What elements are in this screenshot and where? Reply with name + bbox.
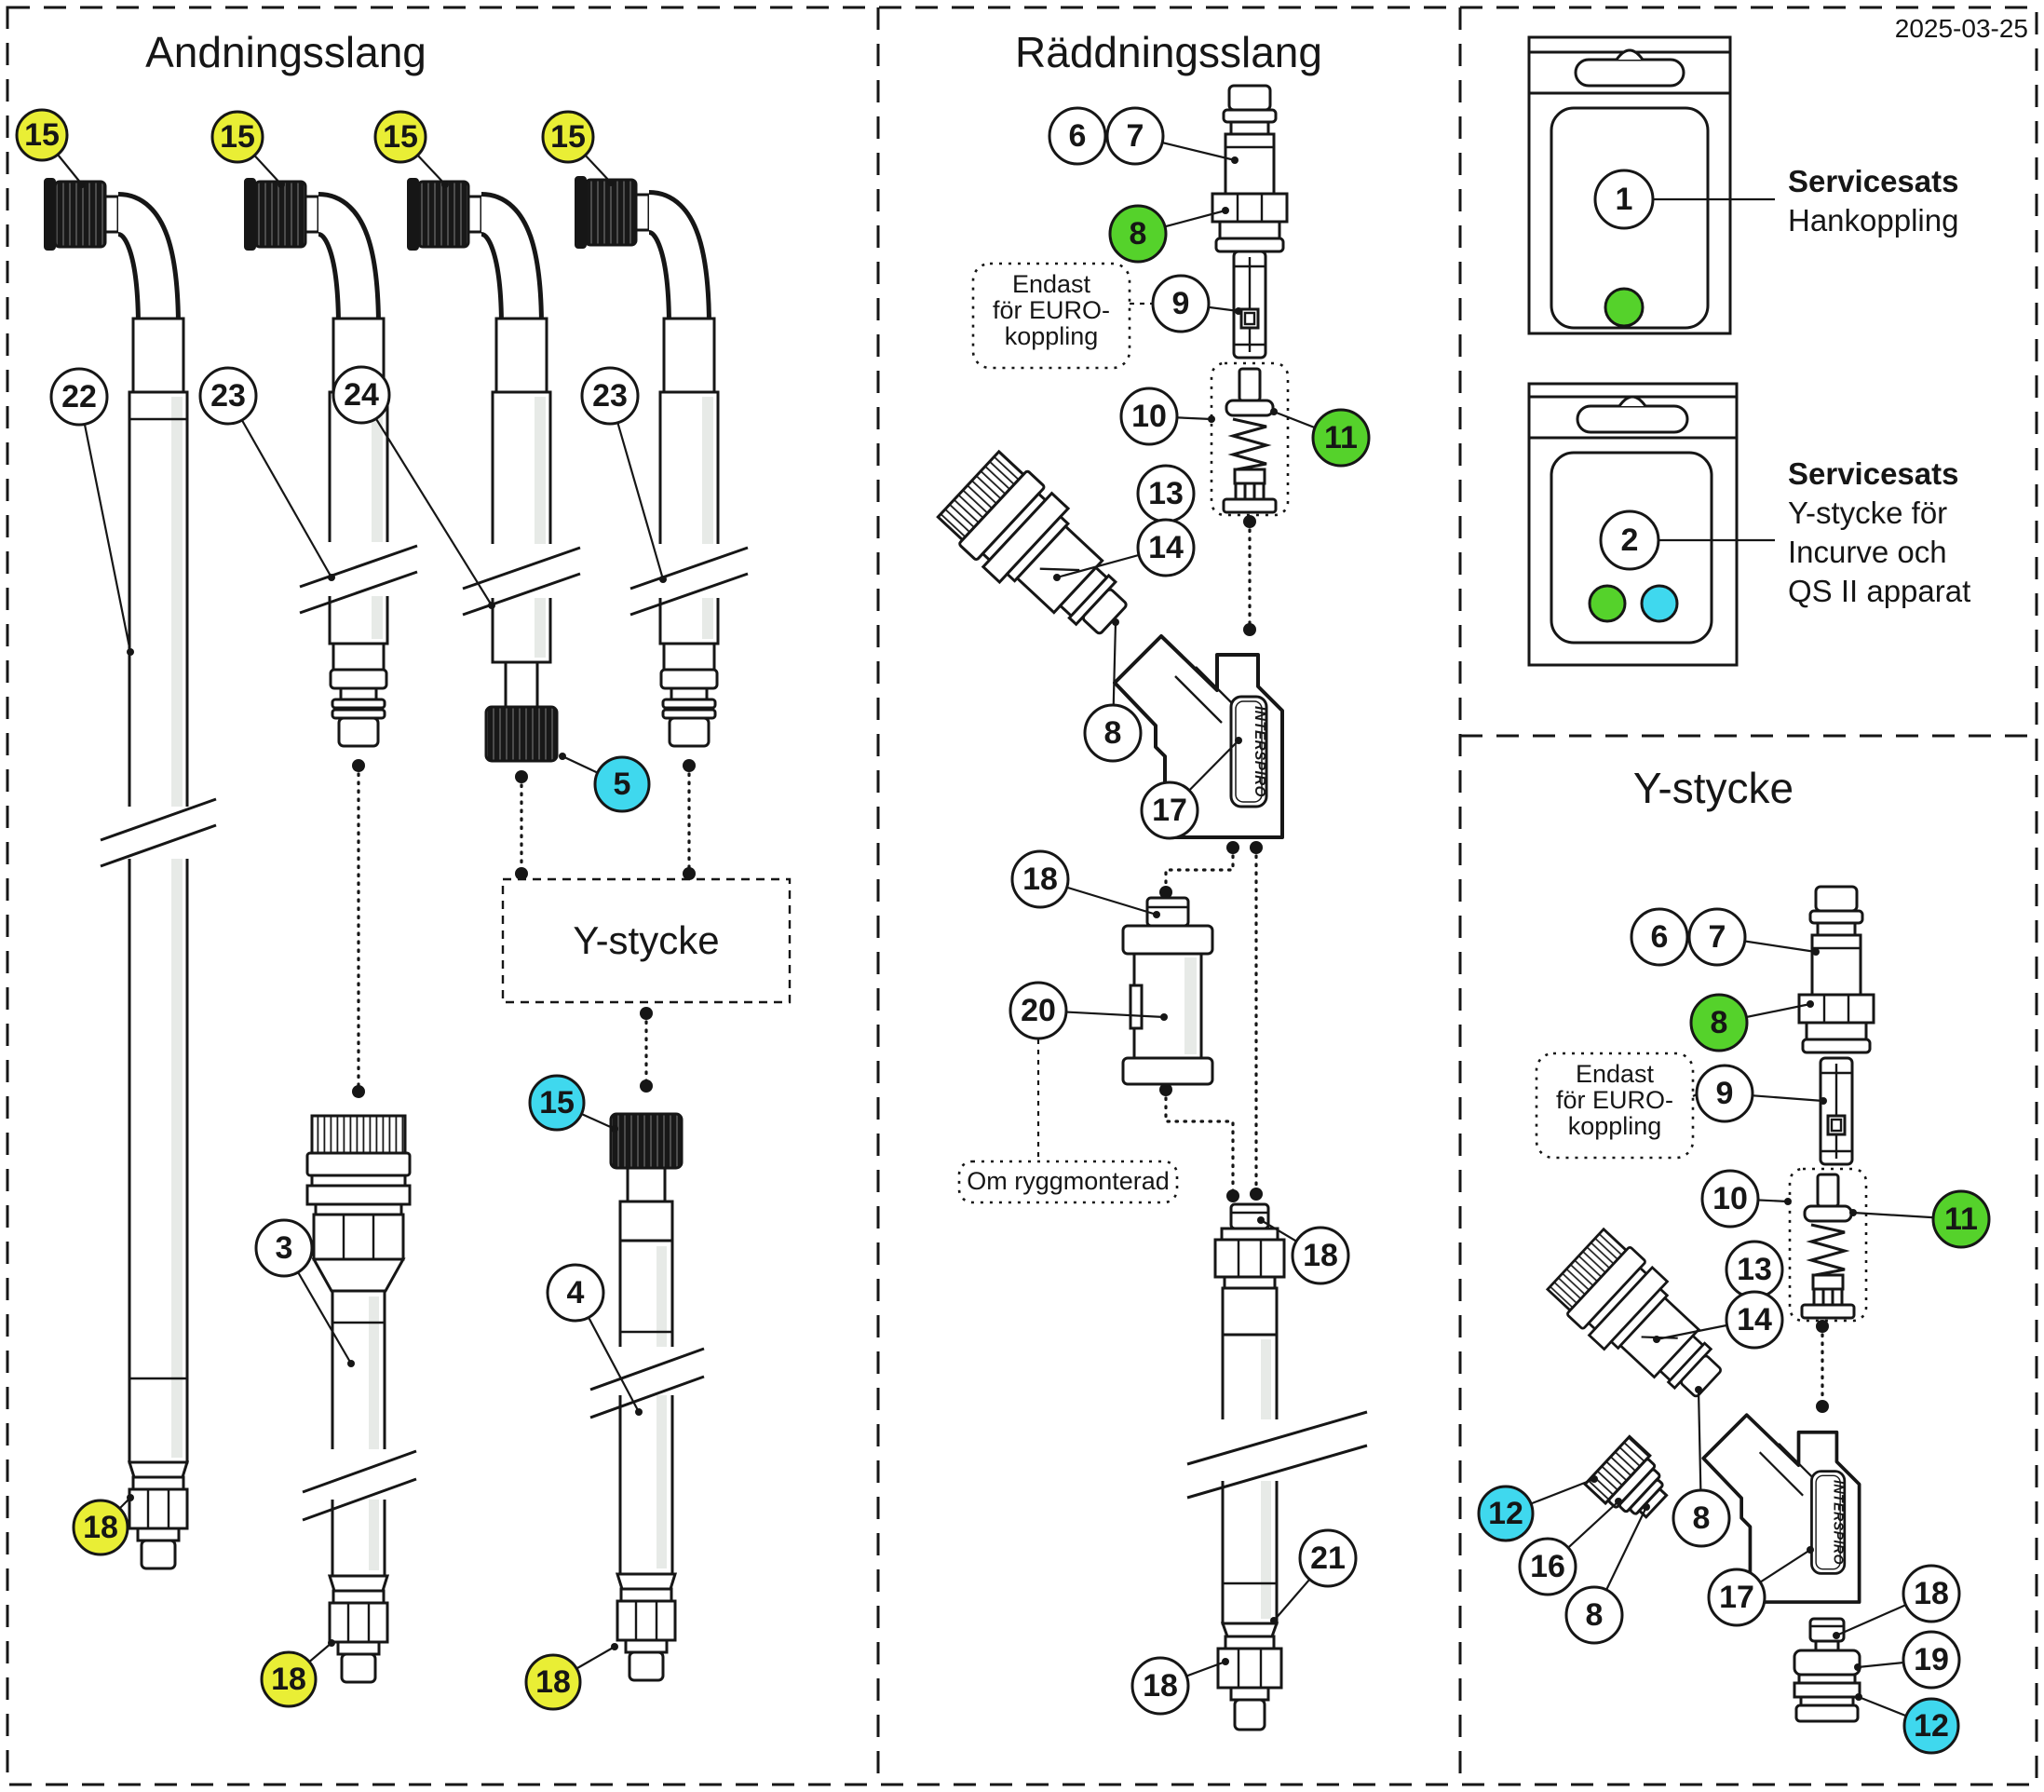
callout-number: 17	[1719, 1580, 1754, 1615]
nut-washers-12-16	[1585, 1436, 1678, 1529]
panel-y-piece	[1536, 764, 1874, 1721]
kit2-line3: QS II apparat	[1788, 574, 1971, 608]
kit2-title: Servicesats	[1788, 456, 1959, 491]
adapter-item-20	[1123, 898, 1212, 1084]
note-euro-line1: Endast	[1575, 1060, 1655, 1088]
coupling-item-3	[303, 1116, 416, 1682]
callout-number: 5	[613, 767, 631, 802]
callout-22	[51, 369, 134, 656]
callout-9	[1697, 1066, 1827, 1121]
callout-number: 23	[210, 378, 246, 414]
callout-number: 15	[550, 119, 586, 155]
note-back-mounted: Om ryggmonterad	[967, 1167, 1170, 1195]
kit1-line1: Hankoppling	[1788, 203, 1959, 238]
callout-number: 10	[1131, 399, 1167, 434]
callout-number: 15	[383, 119, 418, 155]
callout-number: 8	[1129, 216, 1147, 251]
callout-16	[1520, 1498, 1622, 1595]
callout-number: 8	[1585, 1597, 1604, 1633]
callout-13	[1726, 1242, 1782, 1297]
callout-23	[582, 368, 667, 583]
callout-18	[1132, 1658, 1229, 1714]
callout-number: 23	[592, 378, 628, 414]
hose-item-4	[590, 1114, 704, 1680]
callout-13	[1138, 466, 1194, 522]
callout-8	[1566, 1503, 1650, 1643]
callout-18	[262, 1639, 335, 1706]
dotted-connector	[1159, 841, 1239, 899]
panel-breathing-hose	[45, 28, 790, 1682]
callout-number: 7	[1708, 919, 1726, 955]
dotted-connector	[1250, 841, 1263, 1201]
service-kit-2-package	[1529, 384, 1970, 665]
callout-15	[530, 1076, 618, 1133]
callout-number: 18	[1022, 862, 1058, 897]
callout-23	[200, 368, 335, 581]
callout-number: 15	[539, 1085, 575, 1120]
panel-rescue-hose	[934, 28, 1367, 1730]
elbow-hose-23a	[245, 179, 417, 746]
callout-number: 18	[1143, 1668, 1178, 1704]
euro-sleeve-9	[1234, 251, 1266, 358]
panel-title-raddningsslang: Räddningsslang	[1015, 28, 1322, 76]
callout-8	[1110, 206, 1229, 262]
callout-15	[543, 112, 615, 186]
callout-number: 7	[1126, 118, 1144, 154]
coupling-12-18-19	[1794, 1619, 1860, 1721]
dotted-connector	[1243, 515, 1256, 636]
callout-number: 18	[271, 1662, 306, 1697]
callout-7	[1689, 909, 1820, 965]
green-dot	[1605, 289, 1643, 326]
callout-number: 13	[1737, 1252, 1772, 1287]
dotted-connector	[1159, 1083, 1239, 1202]
callout-number: 18	[83, 1510, 118, 1545]
callout-15	[17, 110, 86, 188]
callout-10	[1121, 388, 1215, 444]
callout-19	[1854, 1632, 1959, 1688]
callout-number: 16	[1530, 1549, 1565, 1584]
callout-number: 18	[1914, 1576, 1949, 1611]
callout-number: 13	[1148, 476, 1184, 511]
nut-item-5	[486, 707, 557, 761]
callout-12	[1855, 1693, 1958, 1753]
valve-10-11	[1224, 369, 1276, 512]
dotted-connector	[683, 759, 696, 880]
callout-15	[375, 112, 449, 188]
callout-number: 19	[1914, 1642, 1949, 1677]
callout-number: 1	[1615, 182, 1633, 217]
callout-10	[1702, 1171, 1792, 1227]
callout-6	[1631, 909, 1687, 965]
brand-label: INTERSPIRO	[1830, 1479, 1846, 1567]
dotted-connector	[352, 759, 365, 1098]
callout-number: 3	[275, 1230, 293, 1266]
nut-item-15-blue	[611, 1114, 682, 1168]
callout-number: 8	[1103, 715, 1122, 751]
revision-date: 2025-03-25	[1894, 14, 2028, 43]
male-coupling-6-7	[1799, 887, 1874, 1052]
callout-number: 18	[1303, 1238, 1338, 1273]
callout-18	[526, 1643, 618, 1709]
callout-11	[1270, 408, 1369, 466]
service-kit-1-package	[1529, 37, 1958, 333]
callout-number: 8	[1692, 1500, 1711, 1536]
callout-number: 17	[1152, 793, 1187, 828]
panel-title-y-stycke: Y-stycke	[1632, 764, 1794, 812]
elbow-hose-23b	[575, 177, 748, 746]
kit1-title: Servicesats	[1788, 164, 1959, 198]
callout-number: 9	[1171, 286, 1190, 321]
note-euro-line3: koppling	[1567, 1112, 1662, 1140]
callout-6	[1049, 108, 1105, 164]
callout-11	[1849, 1191, 1989, 1247]
euro-sleeve-9	[1821, 1058, 1852, 1164]
kit2-line1: Y-stycke för	[1788, 496, 1948, 530]
callout-18	[74, 1494, 134, 1554]
callout-number: 15	[220, 119, 255, 155]
callout-12	[1479, 1475, 1598, 1541]
dotted-connector	[1816, 1320, 1829, 1413]
callout-number: 10	[1712, 1181, 1748, 1216]
green-dot	[1590, 586, 1625, 621]
callout-number: 14	[1737, 1302, 1772, 1337]
note-euro-line1: Endast	[1011, 270, 1091, 298]
callout-number: 8	[1710, 1005, 1728, 1040]
callout-number: 20	[1021, 993, 1056, 1028]
y-piece-reference-label: Y-stycke	[573, 918, 720, 962]
panel-title-andningsslang: Andningsslang	[145, 28, 426, 76]
callout-21	[1270, 1530, 1356, 1624]
callout-15	[212, 112, 285, 188]
callout-number: 6	[1650, 919, 1669, 955]
dotted-connector	[515, 770, 528, 880]
callout-number: 11	[1944, 1201, 1978, 1237]
rescue-hose-21	[1187, 1204, 1367, 1730]
panel-service-kits	[1529, 37, 1970, 665]
dotted-connector	[640, 1007, 653, 1093]
note-euro-line2: för EURO-	[992, 296, 1111, 324]
valve-10-11	[1802, 1174, 1854, 1318]
callout-number: 24	[344, 377, 379, 413]
male-coupling-6-7	[1212, 86, 1287, 251]
callout-5	[559, 753, 649, 811]
callout-9	[1153, 276, 1242, 332]
callout-number: 18	[535, 1664, 571, 1700]
callout-number: 4	[566, 1275, 585, 1310]
callout-number: 6	[1068, 118, 1087, 154]
callout-number: 12	[1488, 1496, 1523, 1531]
kit2-line2: Incurve och	[1788, 535, 1947, 569]
callout-number: 22	[61, 379, 97, 414]
callout-number: 9	[1715, 1076, 1734, 1111]
callout-number: 21	[1310, 1541, 1346, 1576]
elbow-hose-24	[408, 179, 580, 761]
callout-number: 12	[1914, 1708, 1949, 1744]
callout-number: 14	[1148, 530, 1184, 565]
annotations	[17, 108, 1989, 1753]
female-coupling-13-14	[1544, 1226, 1740, 1418]
callout-number: 15	[24, 117, 60, 153]
callout-8	[1691, 995, 1814, 1051]
note-euro-line3: koppling	[1004, 322, 1099, 350]
callout-number: 2	[1620, 523, 1639, 558]
note-euro-line2: för EURO-	[1555, 1086, 1674, 1114]
cyan-dot	[1642, 586, 1677, 621]
callout-number: 11	[1324, 420, 1358, 455]
callout-18	[1012, 851, 1160, 918]
brand-label: INTERSPIRO	[1252, 706, 1267, 799]
callout-7	[1107, 108, 1239, 164]
